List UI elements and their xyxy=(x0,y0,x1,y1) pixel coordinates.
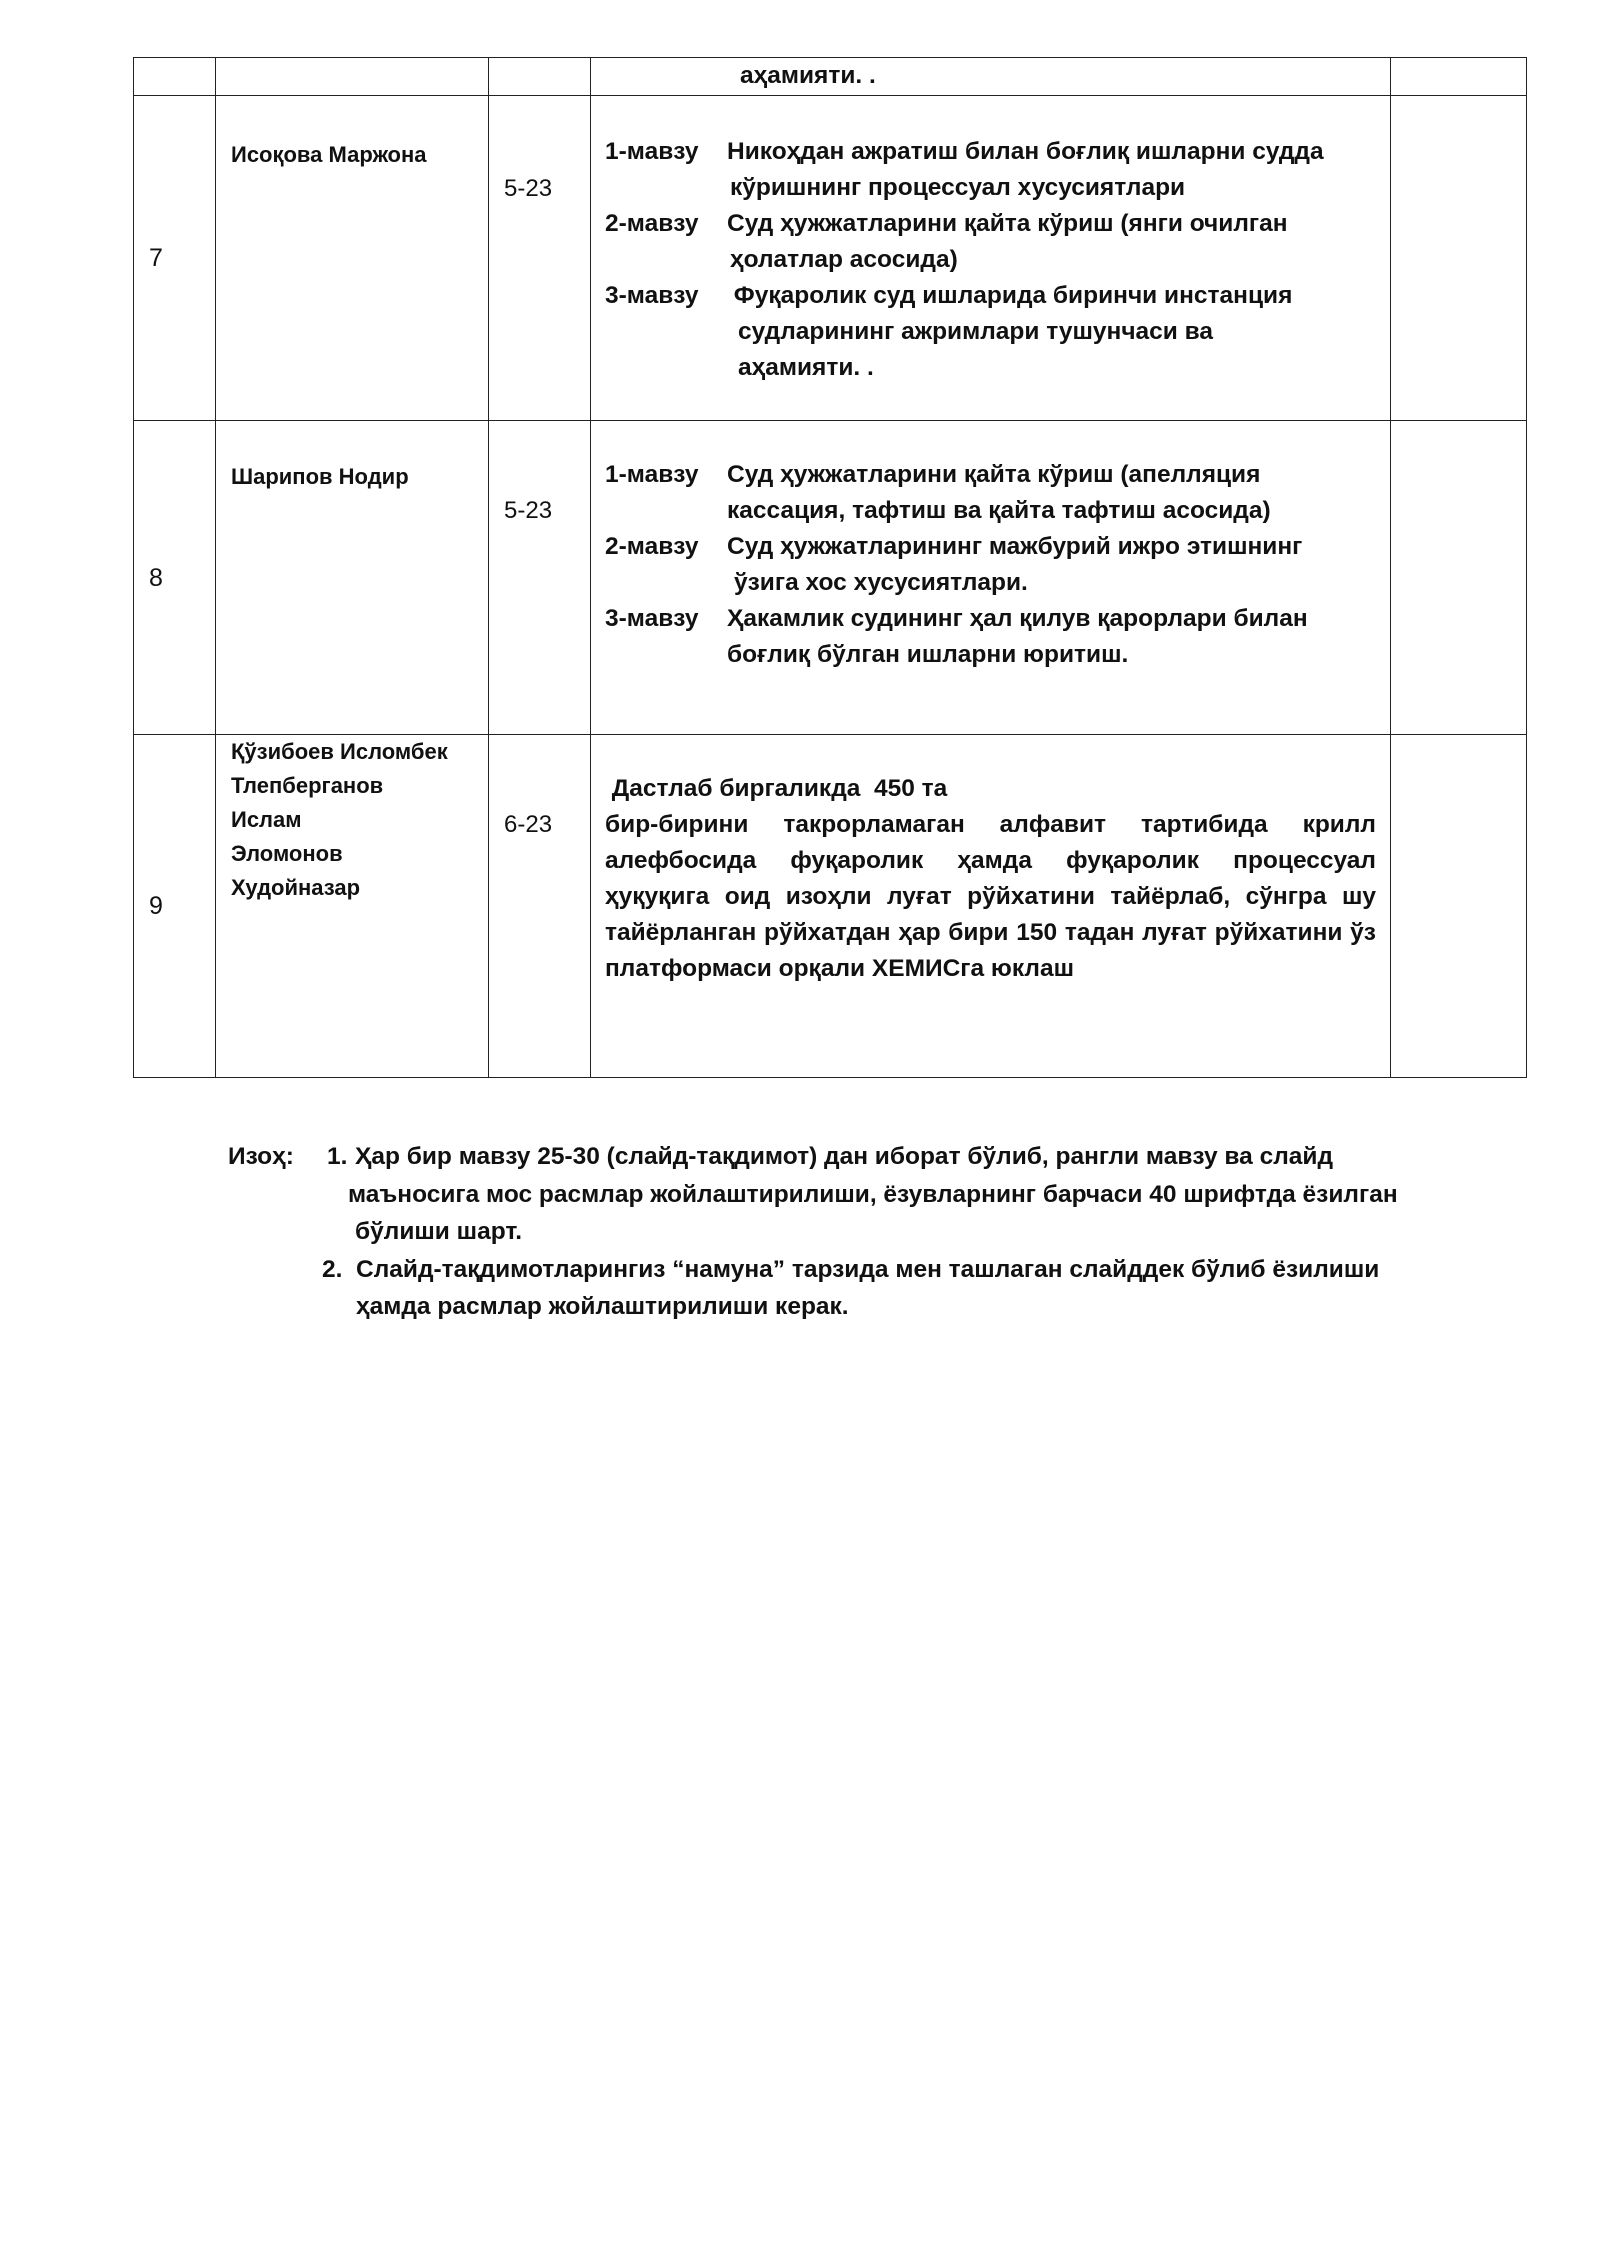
student-names xyxy=(216,735,488,905)
topic-item xyxy=(605,529,1390,565)
student-name: Ислам xyxy=(231,807,302,832)
group-code: 5-23 xyxy=(504,497,553,524)
note-2-text: Слайд-тақдимотларингиз “намуна” тарзида мен ташлаган слайддек бўлиб ёзилиши xyxy=(356,1255,1380,1283)
table-row-continuation xyxy=(134,58,1527,96)
student-name: Қўзибоев Исломбек xyxy=(231,739,448,764)
topic-text-continued: ўзига хос хусусиятлари. xyxy=(734,569,1028,596)
note-2-number: 2. xyxy=(322,1255,343,1283)
notes-label: Изоҳ: xyxy=(228,1143,294,1170)
topic-continuation-text: аҳамияти. . xyxy=(740,62,876,89)
topic-label: 3-мавзу xyxy=(605,605,699,632)
topic-text-continued: кассация, тафтиш ва қайта тафтиш асосида) xyxy=(727,497,1271,524)
topic-item xyxy=(605,601,1390,637)
topic-label: 1-мавзу xyxy=(605,461,699,488)
topic-text-continued: боғлиқ бўлган ишларни юритиш. xyxy=(727,641,1129,668)
row-number: 7 xyxy=(149,244,163,272)
topic-item xyxy=(605,457,1390,493)
topic-text: Суд ҳужжатларини қайта кўриш (янги очилган xyxy=(727,210,1288,237)
topic-item xyxy=(605,134,1390,170)
task-body: бир-бирини такрорламаган алфавит тартибида крилл алефбосида фуқаролик ҳамда фуқаролик процессуал ҳуқуқига оид изоҳли луғат рўйхатини тайёрлаб, сўнгра шу тайёрланган рўйхатдан ҳар бири 150 тадан луғат рўйхатини ўз платформаси орқали ХЕМИСга юклаш xyxy=(605,811,1376,982)
topic-label: 2-мавзу xyxy=(605,210,699,237)
student-name: Шарипов Нодир xyxy=(231,464,409,489)
table-row-9 xyxy=(134,735,1527,1078)
student-name: Исоқова Маржона xyxy=(231,142,427,167)
student-name: Худойназар xyxy=(231,875,361,900)
topic-text-continued: судларининг ажримлари тушунчаси ва xyxy=(738,318,1214,345)
row-number: 8 xyxy=(149,563,163,592)
note-1-text-continued: бўлиши шарт. xyxy=(355,1218,523,1245)
topic-item xyxy=(605,278,1390,314)
table-row-8 xyxy=(134,421,1527,735)
topic-text: Суд ҳужжатларининг мажбурий ижро этишнинг xyxy=(727,533,1303,560)
note-1-text-continued: маъносига мос расмлар жойлаштирилиши, ёзувларнинг барчаси 40 шрифтда ёзилган xyxy=(348,1180,1398,1208)
topic-item xyxy=(605,206,1390,242)
notes-section xyxy=(228,1138,1528,1326)
note-1-number: 1. xyxy=(327,1143,348,1170)
row-number: 9 xyxy=(149,892,163,920)
table-row-7 xyxy=(134,96,1527,421)
note-2-text-continued: ҳамда расмлар жойлаштирилиши керак. xyxy=(356,1293,849,1320)
topic-text-continued: ҳолатлар асосида) xyxy=(730,246,958,273)
note-1-text: Ҳар бир мавзу 25-30 (слайд-тақдимот) дан иборат бўлиб, рангли мавзу ва слайд xyxy=(355,1143,1334,1170)
topic-text: Фуқаролик суд ишларида биринчи инстанция xyxy=(727,282,1293,309)
topics-list xyxy=(591,421,1390,673)
task-description xyxy=(591,735,1390,987)
topic-text: Ҳакамлик судининг ҳал қилув қарорлари билан xyxy=(727,605,1308,632)
assignment-table xyxy=(133,57,1527,1078)
topics-list xyxy=(591,96,1390,386)
topic-label: 1-мавзу xyxy=(605,138,699,165)
topic-text: Суд ҳужжатларини қайта кўриш (апелляция xyxy=(727,461,1261,488)
student-name: Эломонов xyxy=(231,841,343,866)
topic-text: Никоҳдан ажратиш билан боғлиқ ишларни судда xyxy=(727,138,1324,165)
topic-text-continued: кўришнинг процессуал хусусиятлари xyxy=(730,174,1186,201)
task-first-line: Дастлаб биргаликда 450 та xyxy=(605,775,948,802)
student-name: Тлепберганов xyxy=(231,773,384,798)
group-code: 6-23 xyxy=(504,811,553,838)
topic-label: 2-мавзу xyxy=(605,533,699,560)
topic-text-continued: аҳамияти. . xyxy=(738,354,874,381)
topic-label: 3-мавзу xyxy=(605,282,699,309)
group-code: 5-23 xyxy=(504,175,553,202)
